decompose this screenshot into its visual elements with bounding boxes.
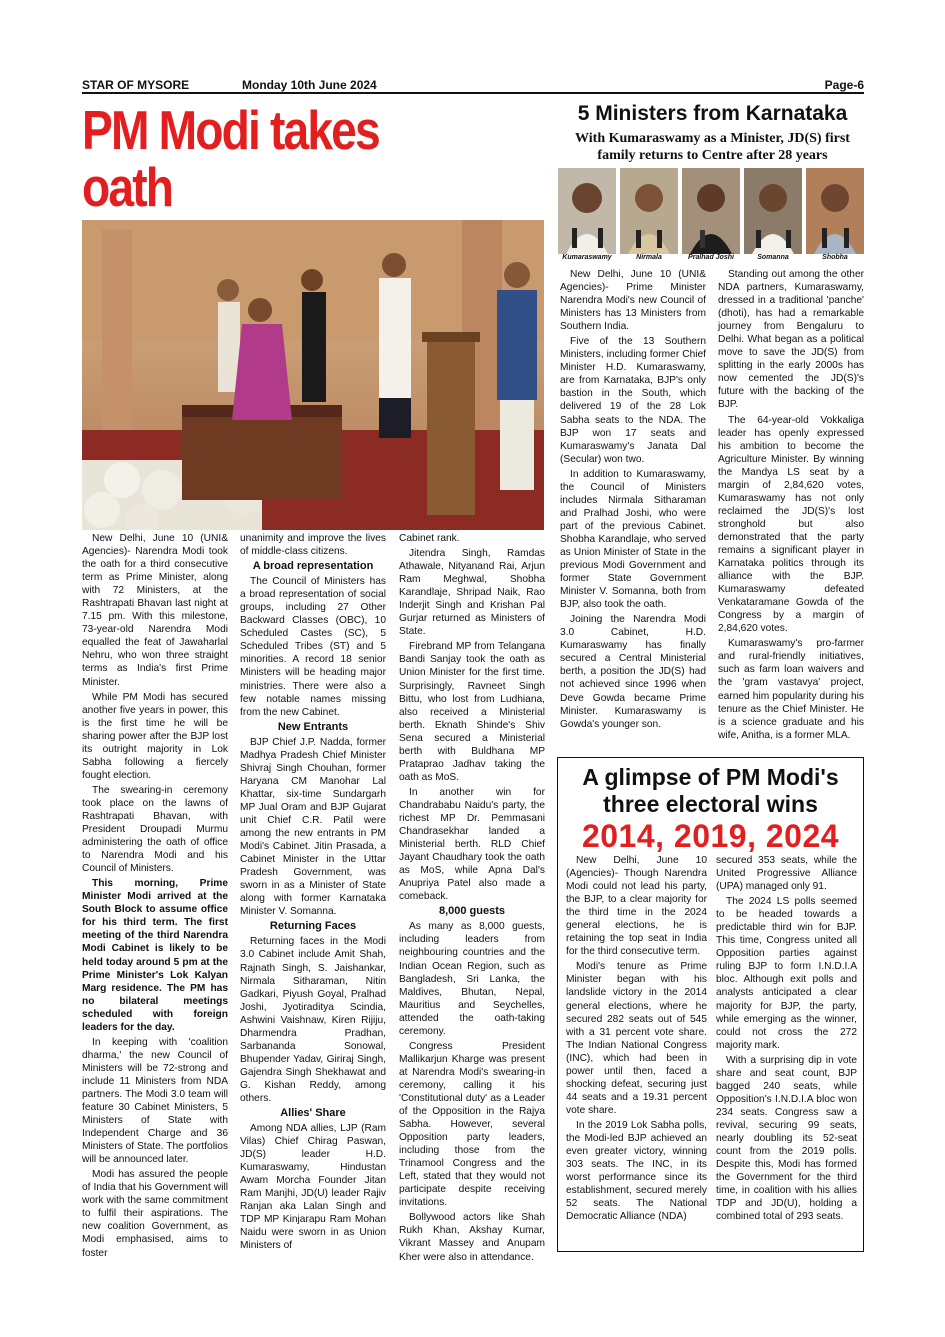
subheading: 8,000 guests — [438, 905, 506, 918]
glimpse-column-1 — [566, 854, 707, 1225]
glimpse-box — [557, 757, 864, 1252]
minister-portrait — [620, 168, 678, 254]
paragraph: Five of the 13 Southern Ministers, including former Chief Minister H.D. Kumaraswamy, are from Karnataka, BJP's only bastion in the South, which delivered 19 of the 28 Lok Sabha seats to the NDA. The BJP won 17 seats and Kumaraswamy's Janata Dal (Secular) won two. — [560, 336, 706, 465]
newspaper-name: STAR OF MYSORE — [82, 78, 190, 92]
main-article-column-3 — [399, 532, 545, 1266]
page-number: Page-6 — [824, 78, 864, 92]
paragraph: Standing out among the other NDA partners, Kumaraswamy, dressed in a traditional 'panche' (dhoti), has had a remarkable journey from Bengaluru to Delhi. What began as a political move to save the JD(S) from splitting in the early 2000s has now cemented the JD(S)'s future with the backing of the BJP. — [718, 269, 864, 411]
subheading: Returning Faces — [269, 920, 357, 933]
swearing-in-photo — [82, 220, 544, 530]
paragraph: The Council of Ministers has a broad representation of social groups, including 27 Other Backward Classes (OBC), 10 Scheduled Castes (SC), 5 Scheduled Tribes (ST) and 5 minorities. A record 18 senior Ministers will be heading major ministries. There were also a few notable names missing from the new Cabinet. — [240, 576, 386, 718]
glimpse-column-2 — [716, 854, 857, 1225]
paragraph: Jitendra Singh, Ramdas Athawale, Nityanand Rai, Arjun Ram Meghwal, Shobha Karandlaje, Shripad Naik, Rao Inderjit Singh and Krishan Pal Gurjar returned as Ministers of State. — [399, 548, 545, 638]
minister-name: Shobha — [822, 254, 848, 261]
paragraph: Returning faces in the Modi 3.0 Cabinet include Amit Shah, Rajnath Singh, S. Jaishankar, Nirmala Sitharaman, Nitin Gadkari, Piyush Goyal, Pralhad Joshi, Jyotiraditya Scindia, Ashwini Vaishnaw, Kiren Rijiju, Dharmendra Pradhan, Sarbananda Sonowal, Bhupender Yadav, Giriraj Singh, Gajendra Singh Shekhawat and G. Kishan Reddy, among others. — [240, 936, 386, 1104]
paragraph: BJP Chief J.P. Nadda, former Madhya Pradesh Chief Minister Shivraj Singh Chouhan, former Haryana CM Manohar Lal Khattar, six-time Sundargarh MP Jual Oram and BJP Gujarat unit Chief C.R. Patil were among the new entrants in PM Modi's Cabinet. Jitin Prasada, a Cabinet Minister in the Uttar Pradesh Government, was sworn in as a Minister of State along with former Karnataka Minister V. Somanna. — [240, 736, 386, 918]
karnataka-column-1 — [560, 268, 706, 733]
paragraph: In the 2019 Lok Sabha polls, the Modi-led BJP achieved an even greater victory, winning 303 seats. The INC, in its worst performance since its establishment, secured merely 52 seats. The National Democratic Alliance (NDA) — [566, 1119, 707, 1223]
paragraph: Modi has assured the people of India that his Government will work with the same commitment to fulfil their aspirations. The new coalition Government, as Modi emphasised, aims to foster — [82, 1169, 228, 1259]
minister-portrait — [682, 168, 740, 254]
karnataka-column-2 — [718, 268, 864, 744]
paragraph: The swearing-in ceremony took place on the lawns of Rashtrapati Bhavan, with President Droupadi Murmu administering the oath of office to Narendra Modi and his Council of Ministers. — [82, 784, 228, 875]
paragraph: In addition to Kumaraswamy, the Council of Ministers includes Nirmala Sitharaman and Pralhad Joshi, who were part of the previous Cabinet. Shobha Karandlaje, who served as Union Minister of State in the previous Modi Government and former State Government Minister V. Somanna, both from BJP, also took the oath. — [560, 468, 706, 611]
paragraph: Bollywood actors like Shah Rukh Khan, Akshay Kumar, Vikrant Massey and Anupam Kher were also in attendance. — [399, 1212, 545, 1263]
paragraph: New Delhi, June 10 (Agencies)- Though Narendra Modi could not lead his party, the BJP, to a clear majority for the third time in the 2024 general elections, he is retaining the top seat in India for the third consecutive term. — [566, 855, 707, 958]
subheading: Allies' Share — [280, 1107, 346, 1120]
bold-paragraph: This morning, Prime Minister Modi arrived at the South Block to assume office for his third term. The first meeting of the third Narendra Modi Cabinet is likely to be held today around 5 pm at the Prime Minister's Lok Kalyan Marg residence. The PM has no bilateral meetings scheduled with foreign leaders for the day. — [82, 878, 228, 1033]
paragraph: While PM Modi has secured another five years in power, this is the first time he will be sharing power after the BJP lost its outright majority in Lok Sabha following a fiercely fought election. — [82, 691, 228, 781]
minister-name: Kumaraswamy — [562, 254, 612, 261]
karnataka-title: 5 Ministers from Karnataka — [577, 102, 848, 125]
minister-photo — [620, 168, 678, 262]
minister-name: Pralhad Joshi — [688, 254, 734, 261]
paragraph: unanimity and improve the lives of middle-class citizens. — [240, 533, 386, 558]
paragraph: The 64-year-old Vokkaliga leader has openly expressed his ambition to become the Agriculture Minister. By winning the Mandya LS seat by a margin of 2,84,620 votes, Kumaraswamy has not only reclaimed the JD(S)'s lost stronghold but also demonstrated that the party remains a significant player in Karnataka politics through its alliance with the BJP. Kumaraswamy defeated Venkataramane Gowda of the Congress by a margin of 2,84,620 votes. — [718, 414, 864, 635]
karnataka-subtitle: With Kumaraswamy as a Minister, JD(S) first family returns to Centre after 28 years — [575, 131, 850, 163]
minister-name: Somanna — [757, 254, 789, 261]
headline-line-1: PM Modi takes oath — [82, 99, 379, 218]
main-article-column-2 — [240, 532, 386, 1255]
issue-date: Monday 10th June 2024 — [242, 78, 377, 92]
paragraph: Kumaraswamy's pro-farmer and rural-friendly initiatives, such as farm loan waivers and the 'gram vastavya' project, earned him popularity during his tenure as the Chief Minister. He is a science graduate and his wife, Anitha, is a former MLA. — [718, 638, 864, 741]
glimpse-title-line-2: three electoral wins — [603, 791, 818, 817]
paragraph: New Delhi, June 10 (UNI& Agencies)- Prime Minister Narendra Modi's new Council of Ministers has 13 Ministers from Southern India. — [560, 269, 706, 333]
election-years: 2014, 2019, 2024 — [581, 818, 840, 854]
paragraph: In keeping with 'coalition dharma,' the new Council of Ministers will be 72-strong and include 11 Ministers from NDA partners. The Modi 3.0 team will feature 30 Cabinet Ministers, 5 Ministers of State with Independent Charge and 36 Ministers of State. The portfolios will be announced later. — [82, 1036, 228, 1166]
paragraph: Cabinet rank. — [399, 533, 460, 544]
minister-photos — [558, 168, 865, 262]
minister-portrait — [806, 168, 864, 254]
main-article-column-1 — [82, 532, 228, 1262]
subheading: New Entrants — [277, 720, 349, 733]
paragraph: Congress President Mallikarjun Kharge was present at Narendra Modi's swearing-in ceremony, calling it his 'Constitutional duty' as a Leader of the Opposition in the Rajya Sabha. However, several Opposition party leaders, including those from the Trinamool Congress and the Left, stated that they would not participate despite receiving invitations. — [399, 1040, 545, 1209]
paragraph: Among NDA allies, LJP (Ram Vilas) Chief Chirag Paswan, JD(S) leader H.D. Kumaraswamy, Hindustan Awam Morcha Founder Jitan Ram Manjhi, JD(U) leader Rajiv Ranjan aka Lalan Singh and TDP MP Kinjarapu Ram Mohan Naidu were sworn in as Union Ministers of — [240, 1123, 386, 1252]
paragraph: In another win for Chandrababu Naidu's party, the richest MP Dr. Pemmasani Chandrasekhar landed a Ministerial berth. RLD Chief Jayant Chaudhary took the oath as MoS, while Apna Dal's Anupriya Patel also made a comeback. — [399, 786, 545, 903]
minister-name: Nirmala — [636, 254, 662, 261]
masthead — [82, 76, 864, 94]
glimpse-title-line-1: A glimpse of PM Modi's — [582, 764, 839, 790]
minister-photo — [682, 168, 740, 262]
minister-portrait — [744, 168, 802, 254]
paragraph: As many as 8,000 guests, including leaders from neighbouring countries and the Indian Ocean Region, such as Bangladesh, Sri Lanka, the Maldives, Bhutan, Nepal, Mauritius and Seychelles, attended the oath-taking ceremony. — [399, 921, 545, 1037]
paragraph: The 2024 LS polls seemed to be headed towards a predictable third win for BJP. This time, Congress united all Opposition parties against ruling BJP to form I.N.D.I.A bloc. Although exit polls and analysts anticipated a clear majority for BJP, the party, while emerging as the winner, could not cross the 272 majority mark. — [716, 896, 857, 1051]
paragraph: secured 353 seats, while the United Progressive Alliance (UPA) managed only 91. — [716, 855, 857, 893]
subheading: A broad representation — [252, 560, 374, 573]
minister-photo — [744, 168, 802, 262]
ceremony-illustration — [82, 220, 544, 530]
paragraph: Joining the Narendra Modi 3.0 Cabinet, H.D. Kumaraswamy has finally secured a Central Ministerial berth, a position the JD(S) had not achieved since 1996 when Deve Gowda became Prime Minister. Kumaraswamy is Gowda's younger son. — [560, 614, 706, 730]
paragraph: New Delhi, June 10 (UNI& Agencies)- Narendra Modi took the oath for a third consecutive term as Prime Minister, along with 72 Ministers, at the Rashtrapati Bhavan last night at 7.15 pm. With this milestone, 73-year-old Narendra Modi equalled the feat of Jawaharlal Nehru, who won three straight terms as India's first Prime Minister. — [82, 533, 228, 688]
minister-photo — [558, 168, 616, 262]
paragraph: Modi's tenure as Prime Minister began with his landslide victory in the 2014 general elections, where he secured 282 seats out of 545 with a 31 percent vote share. The Indian National Congress (INC), which had been in power until then, faced a shocking defeat, securing just 44 seats and a 19.31 percent vote share. — [566, 961, 707, 1116]
minister-portrait — [558, 168, 616, 254]
paragraph: With a surprising dip in vote share and seat count, BJP bagged 240 seats, while Opposition's I.N.D.I.A bloc won 234 seats. Congress saw a revival, securing 99 seats, nearly doubling its 52-seat count from the 2019 polls. Despite this, Modi has formed the Government for the third time, in coalition with his allies TDP and JD(U), holding a combined total of 293 seats. — [716, 1054, 857, 1223]
paragraph: Firebrand MP from Telangana Bandi Sanjay took the oath as Union Minister for the first time. Surprisingly, Ravneet Singh Bittu, who lost from Ludhiana, also received a Ministerial berth. Eknath Shinde's Shiv Sena secured a Ministerial berth with Buldhana MP Prataprao Jadhav taking the oath as MoS. — [399, 641, 545, 783]
minister-photo — [806, 168, 864, 262]
